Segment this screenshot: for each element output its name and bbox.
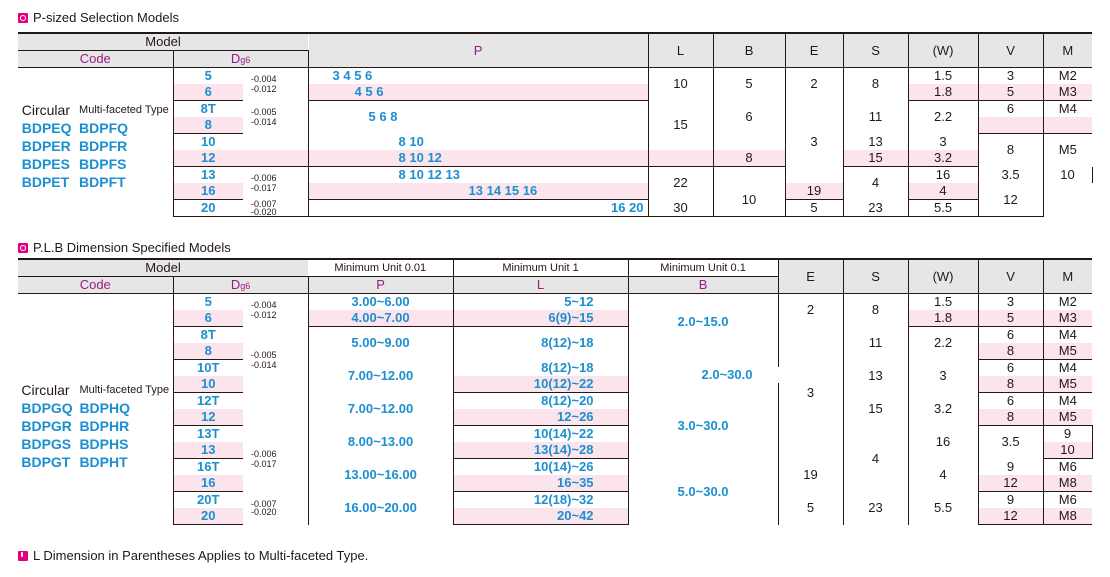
section1-title — [18, 10, 179, 25]
w-value: 4 — [908, 183, 978, 200]
model-code: BDPER — [21, 138, 71, 155]
p-value: 8 10 12 13 — [308, 167, 648, 184]
circular-label: Circular — [21, 382, 70, 399]
b-value: 6 — [713, 101, 785, 134]
v-value: 9 — [978, 459, 1043, 476]
s-value: 23 — [843, 200, 908, 217]
s-value: 8 — [843, 68, 908, 101]
l-value: 8(12)~20 — [453, 393, 628, 410]
v-value: 12 — [978, 183, 1043, 217]
model-code: BDPFT — [79, 174, 126, 191]
v-value: 6 — [978, 360, 1043, 377]
header-p: P — [308, 277, 453, 294]
s-value: 13 — [843, 134, 908, 151]
s-value: 8 — [843, 294, 908, 327]
d-value: 5 — [204, 68, 212, 83]
p-value: 3.00~6.00 — [308, 294, 453, 311]
p-sized-table — [18, 32, 1092, 217]
w-value: 3.2 — [908, 393, 978, 426]
s-value: 15 — [843, 393, 908, 426]
m-value: M4 — [1058, 393, 1077, 408]
d-value: 6 — [173, 310, 243, 327]
tolerance: -0.005 -0.014 — [243, 101, 308, 134]
d-value: 20 — [173, 508, 243, 525]
model-code: BDPES — [21, 156, 70, 173]
model-code: BDPFQ — [79, 120, 129, 137]
v-value: 6 — [978, 327, 1043, 344]
tol-empty — [243, 134, 308, 151]
m-value: M8 — [1043, 508, 1092, 525]
p-value: 3 4 5 6 — [308, 68, 648, 85]
b-value: 8 — [713, 150, 785, 167]
m-value: M2 — [1058, 294, 1077, 309]
header-code: Code — [18, 277, 173, 294]
circular-label: Circular — [21, 102, 70, 119]
v-value: 6 — [978, 101, 1043, 118]
v-empty — [978, 117, 1043, 134]
l-value: 10(12)~22 — [453, 376, 628, 393]
e-value: 2 — [778, 294, 843, 327]
p-value: 8 10 12 — [308, 150, 648, 167]
l-empty — [648, 150, 713, 167]
tolerance: -0.007 -0.020 — [243, 200, 308, 217]
m-value: M5 — [1058, 142, 1077, 158]
p-value: 8 10 — [308, 134, 648, 151]
header-w: (W) — [908, 33, 978, 68]
l-value: 6(9)~15 — [453, 310, 628, 327]
b-value: 2.0~15.0 — [628, 294, 778, 393]
p-value: 16 20 — [308, 200, 648, 217]
d-value: 5 — [204, 294, 212, 309]
circle-marker-icon — [18, 243, 28, 253]
v-value: 9 — [978, 492, 1043, 509]
b-value: 3.0~30.0 — [628, 393, 778, 459]
model-code: BDPHR — [79, 418, 130, 435]
tolerance: -0.006 -0.017 — [243, 167, 308, 200]
w-value: 5.5 — [908, 492, 978, 525]
d-value: 16T — [197, 459, 220, 474]
multi-label: Multi-faceted Type — [79, 384, 170, 397]
p-value: 7.00~12.00 — [308, 360, 453, 393]
e-value: 3 — [778, 327, 843, 459]
p-value: 13 14 15 16 — [308, 183, 648, 200]
d-value: 8 — [173, 117, 243, 134]
header-unit-p: Minimum Unit 0.01 — [308, 259, 453, 277]
header-code: Code — [18, 51, 173, 68]
l-value: 22 — [648, 167, 713, 200]
p-value: 13.00~16.00 — [308, 459, 453, 492]
l-value: 15 — [648, 101, 713, 151]
model-code: BDPHT — [79, 454, 128, 471]
model-code-cell — [18, 68, 173, 217]
header-e: E — [785, 33, 843, 68]
header-w: (W) — [908, 259, 978, 294]
v-value: 12 — [978, 475, 1043, 492]
b-value: 5.0~30.0 — [628, 459, 778, 525]
header-dg6: Dg6 — [173, 277, 308, 294]
m-value: M8 — [1043, 475, 1092, 492]
e-value: 5 — [785, 200, 843, 217]
model-code: BDPHQ — [79, 400, 130, 417]
model-code: BDPFS — [79, 156, 127, 173]
v-value: 9 — [1043, 426, 1092, 443]
d-value: 8T — [200, 101, 216, 116]
m-value: M4 — [1058, 360, 1077, 375]
m-value: M6 — [1058, 492, 1077, 507]
s-value: 16 — [908, 426, 978, 459]
v-value: 8 — [978, 376, 1043, 393]
s-value: 23 — [843, 492, 908, 525]
w-value: 2.2 — [908, 327, 978, 360]
m-value: M3 — [1043, 84, 1092, 101]
model-code: BDPET — [21, 174, 70, 191]
w-value: 1.5 — [908, 294, 978, 311]
d-value: 6 — [173, 84, 243, 101]
b-value: 2.0~30.0 — [652, 367, 802, 383]
header-model: Model — [18, 33, 308, 51]
w-value: 3.2 — [908, 150, 978, 167]
model-code: BDPGQ — [21, 400, 73, 417]
model-code: BDPGS — [21, 436, 72, 453]
d-value: 10 — [201, 134, 216, 149]
b-empty — [713, 134, 785, 151]
header-unit-l: Minimum Unit 1 — [453, 259, 628, 277]
v-value: 10 — [1043, 167, 1092, 184]
b-value: 5 — [713, 68, 785, 101]
l-value: 10(14)~26 — [453, 459, 628, 476]
e-value: 4 — [843, 167, 908, 200]
d-value: 20 — [173, 200, 243, 217]
b-value: 10 — [713, 183, 785, 217]
s-value: 16 — [908, 167, 978, 184]
w-value: 3 — [908, 360, 978, 393]
s-value: 19 — [778, 459, 843, 492]
m-value: M5 — [1043, 409, 1092, 426]
tolerance: -0.006 -0.017 — [243, 426, 308, 492]
plb-table — [18, 258, 1092, 525]
w-value: 2.2 — [908, 101, 978, 134]
header-m: M — [1043, 259, 1092, 294]
v-value: 10 — [1043, 442, 1092, 459]
s-value: 15 — [843, 150, 908, 167]
w-value: 1.5 — [908, 68, 978, 85]
header-b: B — [713, 33, 785, 68]
l-value: 8(12)~18 — [453, 360, 628, 377]
p-value: 8.00~13.00 — [308, 426, 453, 459]
tolerance: -0.004 -0.012 — [243, 294, 308, 327]
model-code: BDPGR — [21, 418, 72, 435]
w-value: 1.8 — [908, 310, 978, 327]
d-value: 8T — [200, 327, 216, 342]
w-value: 1.8 — [908, 84, 978, 101]
header-p: P — [308, 33, 648, 68]
s-value: 11 — [843, 327, 908, 360]
v-value: 3 — [978, 294, 1043, 311]
p-value: 5.00~9.00 — [308, 327, 453, 360]
p-value: 4 5 6 — [308, 84, 648, 101]
footnote-text: L Dimension in Parentheses Applies to Multi-faceted Type. — [33, 548, 369, 563]
l-value: 12~26 — [453, 409, 628, 426]
l-value: 30 — [648, 200, 713, 217]
d-value: 12 — [173, 409, 243, 426]
p-value: 16.00~20.00 — [308, 492, 453, 525]
exclamation-icon — [18, 551, 28, 561]
tol-empty — [243, 393, 308, 426]
circle-marker-icon — [18, 13, 28, 23]
header-v: V — [978, 259, 1043, 294]
v-value: 5 — [978, 310, 1043, 327]
tolerance: -0.005 -0.014 — [243, 327, 308, 393]
model-code-cell — [18, 294, 173, 525]
v-value: 8 — [978, 343, 1043, 360]
e-value: 3 — [785, 101, 843, 184]
header-model: Model — [18, 259, 308, 277]
tolerance: -0.007 -0.020 — [243, 492, 308, 525]
header-l: L — [453, 277, 628, 294]
multi-label: Multi-faceted Type — [79, 104, 169, 117]
m-value: M6 — [1058, 459, 1077, 474]
header-l: L — [648, 33, 713, 68]
b-empty — [713, 167, 785, 184]
d-value: 13 — [201, 167, 216, 182]
p-value: 7.00~12.00 — [308, 393, 453, 426]
d-value: 16 — [173, 183, 243, 200]
model-code: BDPGT — [21, 454, 71, 471]
v-value: 8 — [978, 134, 1043, 167]
m-value: M4 — [1058, 327, 1077, 342]
l-value: 5~12 — [453, 294, 628, 311]
v-value: 12 — [978, 508, 1043, 525]
model-code: BDPEQ — [21, 120, 72, 137]
p-value: 5 6 8 — [308, 101, 648, 134]
s-value: 13 — [843, 360, 908, 393]
p-value: 4.00~7.00 — [308, 310, 453, 327]
v-value: 3 — [978, 68, 1043, 85]
l-value: 12(18)~32 — [453, 492, 628, 509]
header-b: B — [628, 277, 778, 294]
header-v: V — [978, 33, 1043, 68]
v-value: 6 — [978, 393, 1043, 410]
tolerance: -0.004 -0.012 — [243, 68, 308, 101]
m-value: M5 — [1043, 343, 1092, 360]
header-s: S — [843, 259, 908, 294]
header-unit-b: Minimum Unit 0.1 — [628, 259, 778, 277]
e-value: 5 — [778, 492, 843, 525]
d-value: 8 — [173, 343, 243, 360]
section2-title — [18, 240, 231, 255]
tol-empty — [243, 150, 308, 167]
section2-title-text: P.L.B Dimension Specified Models — [33, 240, 231, 255]
d-value: 13 — [173, 442, 243, 459]
header-e: E — [778, 259, 843, 294]
m-value: M5 — [1043, 376, 1092, 393]
d-value: 10 — [173, 376, 243, 393]
d-value: 16 — [173, 475, 243, 492]
w-value: 4 — [908, 459, 978, 492]
w-value: 5.5 — [908, 200, 978, 217]
l-value: 20~42 — [453, 508, 628, 525]
e-value: 4 — [843, 426, 908, 492]
m-empty — [1043, 117, 1092, 134]
d-value: 10T — [197, 360, 220, 375]
d-value: 12 — [173, 150, 243, 167]
header-m: M — [1043, 33, 1092, 68]
e-value: 2 — [785, 68, 843, 101]
m-value: M4 — [1058, 101, 1077, 116]
m-value: M2 — [1058, 68, 1077, 83]
header-dg6: Dg6 — [173, 51, 308, 68]
d-value: 12T — [197, 393, 220, 408]
w-value: 3 — [908, 134, 978, 151]
model-code: BDPFR — [79, 138, 128, 155]
footnote — [18, 548, 368, 563]
d-value: 20T — [197, 492, 220, 507]
d-value: 13T — [197, 426, 220, 441]
m-value: M3 — [1043, 310, 1092, 327]
s-value: 19 — [785, 183, 843, 200]
s-value: 11 — [843, 101, 908, 134]
l-value: 13(14)~28 — [453, 442, 628, 459]
section1-title-text: P-sized Selection Models — [33, 10, 179, 25]
w-value: 3.5 — [978, 167, 1043, 184]
l-value: 16~35 — [453, 475, 628, 492]
v-value: 8 — [978, 409, 1043, 426]
l-value: 8(12)~18 — [453, 327, 628, 360]
model-code: BDPHS — [79, 436, 129, 453]
header-s: S — [843, 33, 908, 68]
v-value: 5 — [978, 84, 1043, 101]
l-value: 10(14)~22 — [453, 426, 628, 443]
w-value: 3.5 — [978, 426, 1043, 459]
l-value: 10 — [648, 68, 713, 101]
